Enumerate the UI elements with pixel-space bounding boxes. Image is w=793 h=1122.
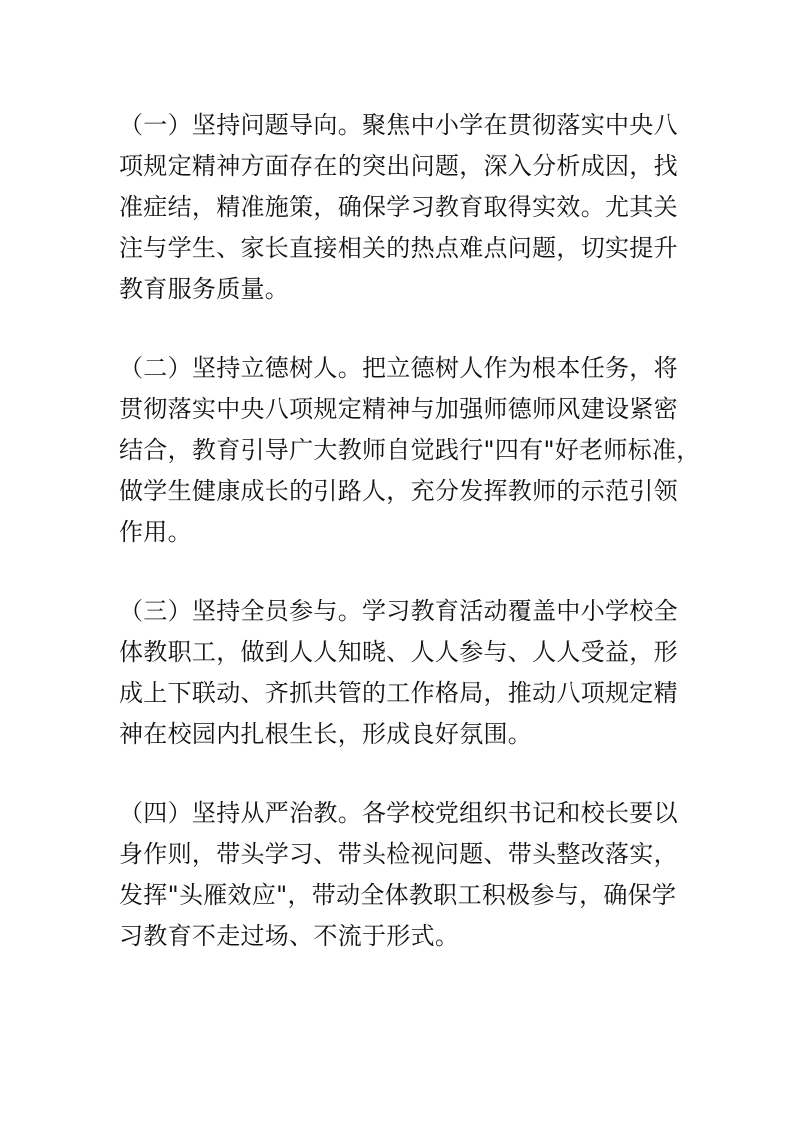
text-line: （一）坚持问题导向。聚焦中小学在贯彻落实中央八 (119, 111, 678, 139)
document-body (119, 105, 701, 995)
text-line: 项规定精神方面存在的突出问题，深入分析成因，找 (119, 152, 678, 180)
text-line: 做学生健康成长的引路人，充分发挥教师的示范引领 (119, 477, 678, 505)
text-line: （三）坚持全员参与。学习教育活动覆盖中小学校全 (119, 597, 678, 625)
paragraph-problem-oriented (119, 105, 689, 310)
text-line: 准症结，精准施策，确保学习教育取得实效。尤其关 (119, 193, 678, 221)
text-line: 注与学生、家长直接相关的热点难点问题，切实提升 (119, 234, 678, 262)
paragraph-moral-education (119, 348, 701, 553)
text-line: （二）坚持立德树人。把立德树人作为根本任务，将 (119, 354, 678, 382)
text-line: （四）坚持从严治教。各学校党组织书记和校长要以 (119, 799, 678, 827)
paragraph-full-participation (119, 591, 689, 755)
paragraph-strict-governance (119, 793, 689, 957)
text-line: 贯彻落实中央八项规定精神与加强师德师风建设紧密 (119, 395, 678, 423)
text-line: 习教育不走过场、不流于形式。 (119, 922, 460, 950)
text-line: 身作则，带头学习、带头检视问题、带头整改落实， (119, 840, 678, 868)
text-line: 发挥"头雁效应"，带动全体教职工积极参与，确保学 (119, 881, 677, 909)
text-line: 体教职工，做到人人知晓、人人参与、人人受益，形 (119, 638, 678, 666)
text-line: 神在校园内扎根生长，形成良好氛围。 (119, 720, 533, 748)
text-line: 作用。 (119, 518, 192, 546)
text-line: 结合，教育引导广大教师自觉践行"四有"好老师标准， (119, 436, 701, 464)
text-line: 成上下联动、齐抓共管的工作格局，推动八项规定精 (119, 679, 678, 707)
text-line: 教育服务质量。 (119, 275, 290, 303)
